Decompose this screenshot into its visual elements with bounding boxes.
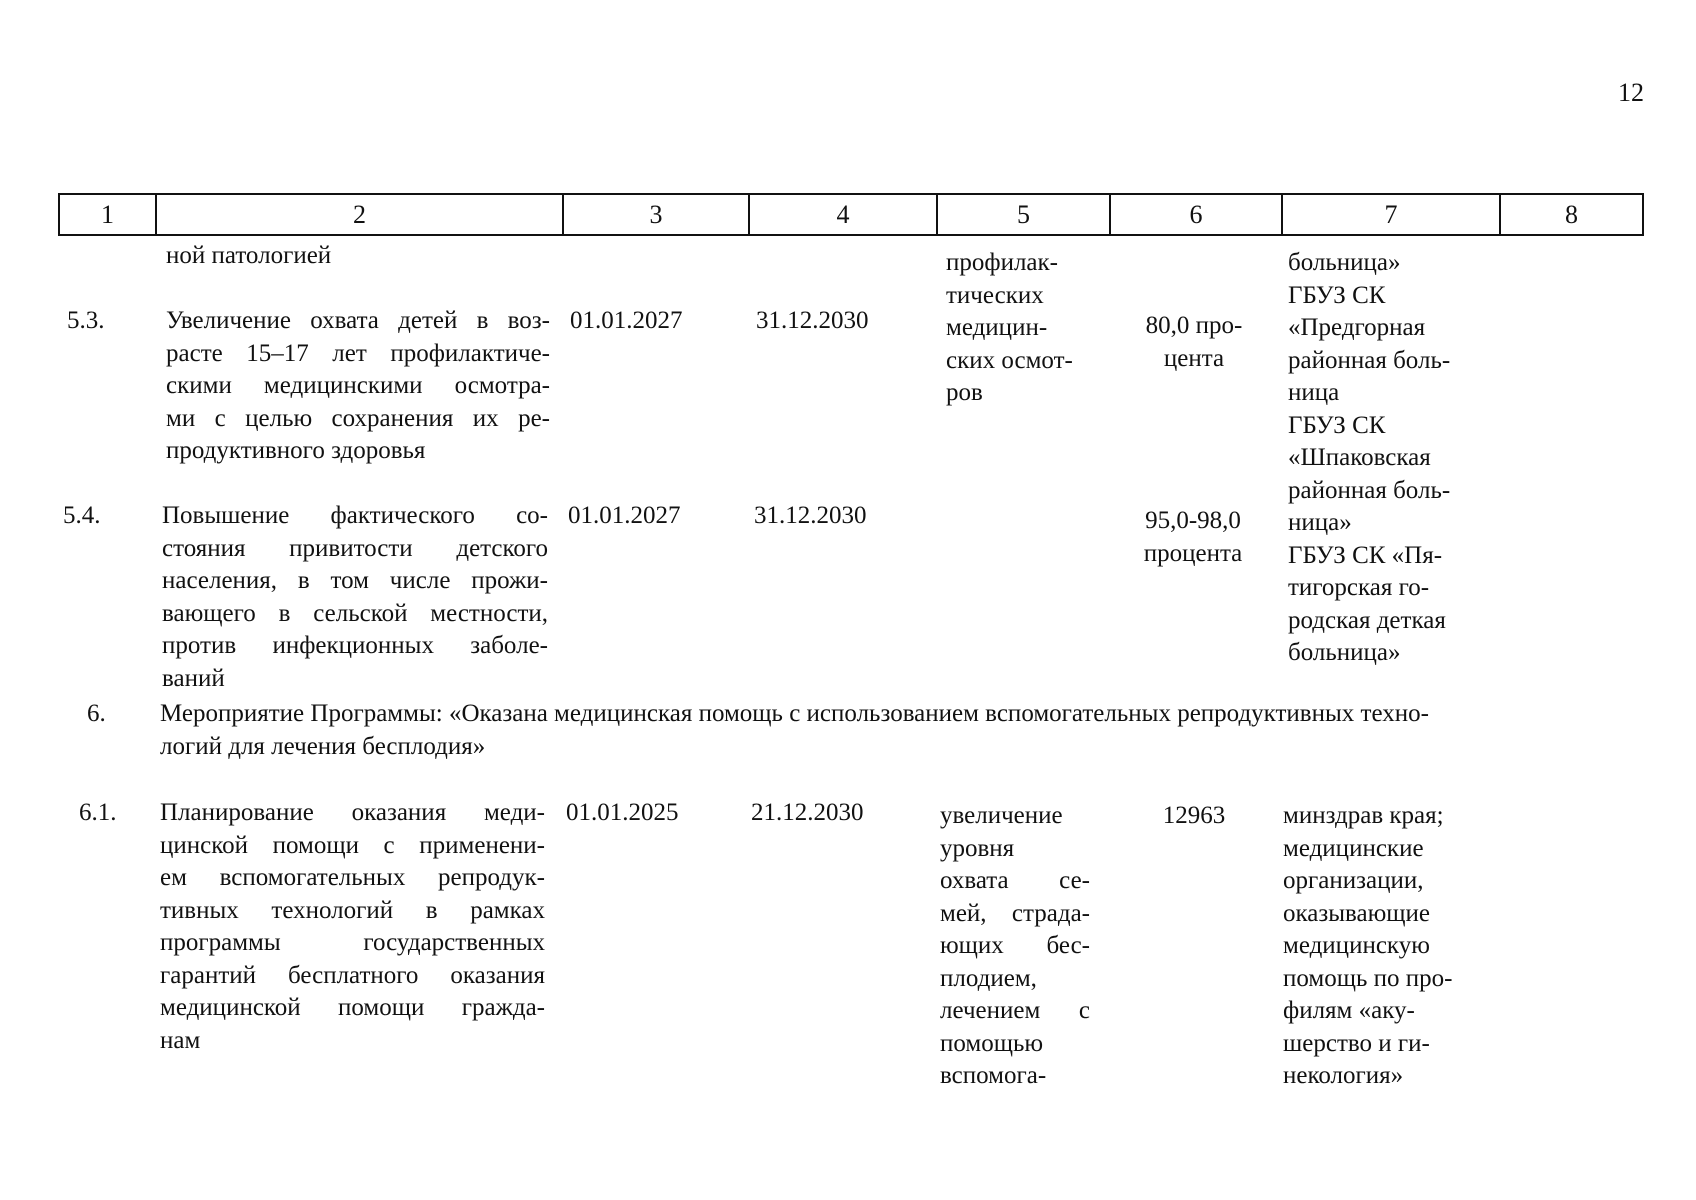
row-description-5-3 — [166, 305, 550, 468]
text-line: стояния привитости детского — [162, 534, 548, 562]
column-header-1: 1 — [59, 194, 156, 235]
text-line: профилак- — [946, 249, 1058, 276]
text-line: ющих бес- — [940, 932, 1090, 959]
column-header-row — [59, 194, 1643, 235]
text-line: помощью — [940, 1029, 1044, 1057]
text-line: населения, в том числе прожи- — [162, 567, 548, 594]
text-line: филям «аку- — [1283, 997, 1415, 1024]
column-header-5: 5 — [937, 194, 1110, 235]
responsible-executors-6-1 — [1283, 800, 1483, 1093]
text-line: «Предгорная — [1288, 314, 1426, 341]
text-line: скими медицинскими осмотра- — [166, 372, 550, 399]
text-line: ми с целью сохранения их ре- — [166, 404, 550, 432]
continued-description: ной патологией — [166, 242, 332, 269]
column-header-3: 3 — [563, 194, 749, 235]
text-line: охвата се- — [940, 867, 1090, 894]
text-line: Мероприятие Программы: «Оказана медицинская помощь с использованием вспомогательных репродуктивных техно- — [160, 700, 1429, 727]
responsible-executors-cell — [1288, 247, 1488, 670]
text-line: помощь по про- — [1283, 964, 1453, 992]
row-number-5-4: 5.4. — [63, 502, 101, 529]
text-line: тических — [946, 281, 1044, 309]
column-header-7: 7 — [1282, 194, 1500, 235]
continued-result-cell — [946, 247, 1106, 410]
text-line: шерство и ги- — [1283, 1029, 1430, 1057]
text-line: программы государственных — [160, 929, 545, 956]
text-line: увеличение — [940, 802, 1063, 829]
text-line: вспомога- — [940, 1062, 1047, 1089]
text-line: мей, страда- — [940, 899, 1090, 927]
text-line: родская деткая — [1288, 606, 1446, 634]
text-line: тивных технологий в рамках — [160, 896, 545, 924]
section-number-6: 6. — [87, 700, 106, 727]
end-date-5-4: 31.12.2030 — [754, 502, 867, 529]
text-line: ваний — [162, 664, 225, 692]
text-line: медицинскую — [1283, 932, 1430, 959]
text-line: Планирование оказания меди- — [160, 799, 545, 826]
row-number-6-1: 6.1. — [79, 799, 117, 826]
text-line: медицинской помощи гражда- — [160, 994, 545, 1021]
text-line: ница» — [1288, 509, 1352, 536]
row-description-5-4 — [162, 500, 548, 695]
text-line: больница» — [1288, 249, 1401, 276]
text-line: лечением с — [940, 997, 1090, 1024]
text-line: районная боль- — [1288, 476, 1451, 504]
column-header-2: 2 — [156, 194, 563, 235]
text-line: продуктивного здоровья — [166, 437, 426, 464]
expected-result-6-1 — [940, 800, 1090, 1093]
text-line: некология» — [1283, 1062, 1404, 1089]
target-value-5-4 — [1122, 505, 1264, 570]
text-line: вающего в сельской местности, — [162, 599, 548, 627]
text-line: оказывающие — [1283, 899, 1431, 927]
row-description-6-1 — [160, 797, 545, 1057]
column-header-8: 8 — [1500, 194, 1643, 235]
page-number: 12 — [1618, 78, 1644, 107]
text-line: логий для лечения бесплодия» — [160, 732, 486, 760]
text-line: нам — [160, 1026, 201, 1054]
start-date-6-1: 01.01.2025 — [566, 799, 679, 826]
text-line: ских осмот- — [946, 346, 1073, 374]
column-header-6: 6 — [1110, 194, 1282, 235]
text-line: 80,0 про- — [1145, 312, 1243, 339]
text-line: медицин- — [946, 314, 1048, 341]
text-line: Повышение фактического со- — [162, 502, 548, 529]
text-line: расте 15–17 лет профилактиче- — [166, 339, 550, 367]
text-line: организации, — [1283, 867, 1424, 894]
text-line: ем вспомогательных репродук- — [160, 864, 545, 891]
text-line: уровня — [940, 834, 1015, 862]
text-line: ница — [1288, 379, 1340, 406]
target-value-5-3 — [1124, 310, 1264, 375]
text-line: Увеличение охвата детей в воз- — [166, 307, 550, 334]
text-line: ГБУЗ СК «Пя- — [1288, 541, 1443, 569]
text-line: цента — [1163, 344, 1225, 372]
column-header-4: 4 — [749, 194, 937, 235]
text-line: ГБУЗ СК — [1288, 411, 1386, 439]
text-line: процента — [1143, 539, 1243, 567]
start-date-5-3: 01.01.2027 — [570, 307, 683, 334]
end-date-5-3: 31.12.2030 — [756, 307, 869, 334]
start-date-5-4: 01.01.2027 — [568, 502, 681, 529]
text-line: тигорская го- — [1288, 574, 1430, 601]
text-line: плодием, — [940, 964, 1037, 992]
end-date-6-1: 21.12.2030 — [751, 799, 864, 826]
column-header-table — [58, 193, 1644, 236]
text-line: гарантий бесплатного оказания — [160, 961, 545, 989]
target-value-6-1: 12963 — [1162, 802, 1226, 829]
section-title-6 — [160, 698, 1610, 763]
text-line: медицинские — [1283, 834, 1424, 862]
text-line: минздрав края; — [1283, 802, 1444, 829]
text-line: 95,0-98,0 — [1145, 507, 1241, 534]
text-line: ГБУЗ СК — [1288, 281, 1386, 309]
row-number-5-3: 5.3. — [67, 307, 105, 334]
text-line: больница» — [1288, 639, 1401, 666]
text-line: ров — [946, 379, 983, 406]
text-line: против инфекционных заболе- — [162, 632, 548, 659]
text-line: «Шпаковская — [1288, 444, 1431, 471]
text-line: районная боль- — [1288, 346, 1451, 374]
text-line: цинской помощи с применени- — [160, 831, 545, 859]
